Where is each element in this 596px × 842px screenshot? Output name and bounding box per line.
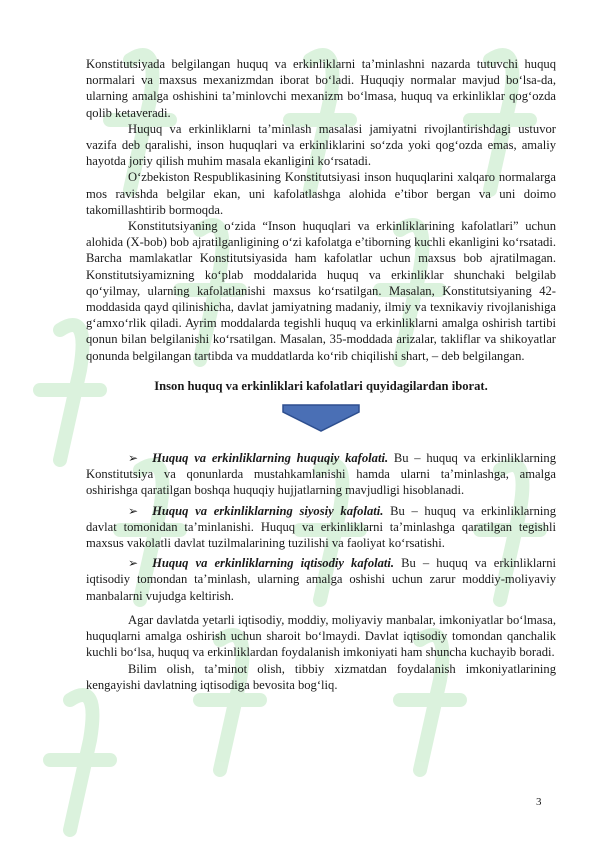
down-arrow-graphic (86, 404, 556, 432)
bullet-economic-guarantee (86, 555, 556, 604)
closing-paragraph-1: Agar davlatda yetarli iqtisodiy, moddiy, moliyaviy manbalar, imkoniyatlar bo‘lmasa, huquqlarni amalga oshirish uchun sharoit bo‘lmaydi. Davlat iqtisodiy tomondan qanchalik kuchli bo‘lsa, huquq va erkinliklardan foydalanish imkoniyati ham shuncha kuchayib boradi. (86, 612, 556, 660)
arrowhead-bullet-icon: ➢ (128, 451, 139, 466)
paragraph-1: Konstitutsiyada belgilangan huquq va erkinliklarni ta’minlashni nazarda tutuvchi huquq normalari va maxsus mexanizmdan iborat bo‘ladi. Huquqiy normalar mavjud bo‘lsa-da, ularning amalga oshishini ta’minlovchi mexanizm bo‘lmasa, huquq va erkinliklar qog‘ozda qolib ketaveradi. (86, 57, 556, 120)
down-arrow-icon (281, 404, 361, 432)
paragraph-4: Konstitutsiyaning o‘zida “Inson huquqlari va erkinliklarining kafolatlari” uchun alohida (X-bob) bob ajratilganligining o‘zi kafolatga e’tiborning kuchli ekanligini ko‘rsatadi. Barcha mamlakatlar Konstitutsiyasida ham kafolatlar uchun maxsus bob ajratilmagan. Konstitutsiyamizning ko‘plab moddalarida huquq va erkinliklar shunchaki belgilab qo‘yilmay, ularning kafolatlanishi maxsus ko‘rsatilgan. Masalan, Konstitutsiyaning 42-moddasida qayd qilinishicha, davlat jamiyatning madaniy, ilmiy va texnikaviy rivojlanishiga g‘amxo‘rlik qiladi. Ayrim moddalarda tegishli huquq va erkinliklarni amalga oshirish tartibi qonun bilan belgilanishi ko‘rsatilgan. Masalan, 35-moddada arizalar, takliflar va shikoyatlar qonunda belgilangan tartibda va muddatlarda ko‘rib chiqilishi shart, – deb belgilangan. (86, 219, 556, 363)
bullet-text: Bu – huquq va erkinliklarni iqtisodiy tomondan ta’minlash, ularning amalga oshishi uchun zarur moddiy-moliyaviy manbalarni vujudga keltirish. (86, 556, 556, 603)
page-number: 3 (536, 796, 542, 808)
bullet-text: Bu – huquq va erkinliklarning davlat tomonidan ta’minlanishi. Huquq va erkinliklarni ta’minlashga qaratilgan tegishli maxsus vakolatli davlat tuzilmalarining tuzilishi va faoliyat ko‘rsatishi. (86, 503, 556, 551)
arrowhead-bullet-icon: ➢ (128, 556, 139, 571)
spacer (86, 604, 556, 612)
paragraph-3: O‘zbekiston Respublikasining Konstitutsiyasi inson huquqlarini xalqaro normalarga mos ravishda belgilar ekan, uni kafolatlashga alohida e’tibor bergan va uni doimo takomillashtirib bormoqda. (86, 170, 556, 217)
bullet-title: Huquq va erkinliklarning siyosiy kafolati. (152, 503, 384, 518)
bullet-text: Bu – huquq va erkinliklarning Konstitutsiya va qonunlarda mustahkamlanishi hamda ularni ta’minlashga, amalga oshirishga qaratilgan boshqa huquqiy hujjatlarning mavjudligi hisoblanadi. (86, 451, 557, 498)
arrowhead-bullet-icon: ➢ (128, 503, 139, 518)
document-page (86, 56, 556, 693)
bullet-legal-guarantee (86, 450, 556, 499)
section-heading: Inson huquq va erkinliklari kafolatlari quyidagilardan iborat. (154, 378, 488, 393)
bullet-title: Huquq va erkinliklarning huquqiy kafolati. (152, 451, 389, 466)
closing-paragraph-2: Bilim olish, ta’minot olish, tibbiy xizmatdan foydalanish imkoniyatlarining kengayishi davlatning iqtisodiga bevosita bog‘liq. (86, 661, 556, 692)
bullet-political-guarantee (86, 503, 556, 552)
paragraph-2: Huquq va erkinliklarni ta’minlash masalasi jamiyatni rivojlantirishdagi ustuvor vazifa deb qaralishi, inson huquqlari va erkinliklarini so‘zda yoki qog‘ozda emas, amaliy hayotda joriy qilish muhim masala ekanligini ko‘rsatadi. (86, 121, 556, 169)
bullet-title: Huquq va erkinliklarning iqtisodiy kafolati. (152, 556, 395, 571)
